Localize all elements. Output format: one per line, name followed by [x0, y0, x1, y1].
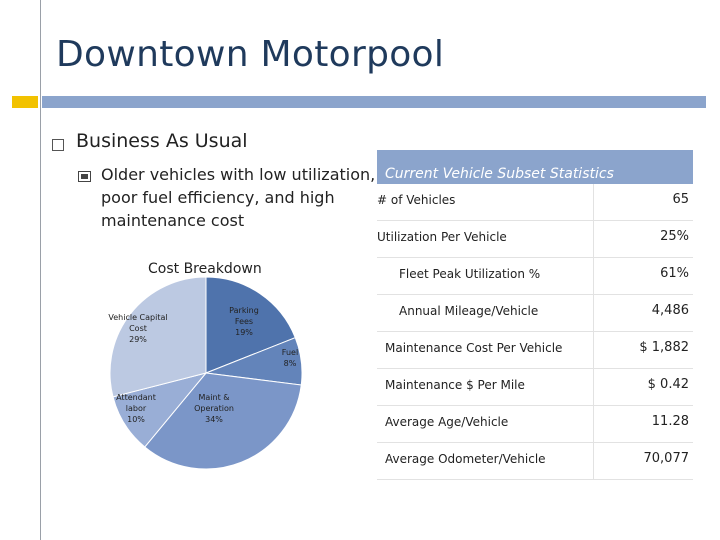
table-row: [377, 184, 693, 221]
row-label: Utilization Per Vehicle: [377, 230, 507, 244]
column-divider: [593, 369, 594, 405]
row-value: $ 1,882: [639, 340, 689, 355]
row-label: Average Age/Vehicle: [385, 415, 509, 429]
table-row: [377, 332, 693, 369]
row-value: 61%: [660, 266, 689, 281]
pie-label: Vehicle Capital Cost 29%: [108, 313, 168, 344]
pie-label: Parking Fees 19%: [229, 306, 259, 337]
table-row: [377, 258, 693, 295]
pie-label: Maint & Operation 34%: [194, 393, 234, 424]
row-label: Maintenance $ Per Mile: [385, 378, 525, 392]
chart-title: Cost Breakdown: [148, 261, 262, 277]
row-label: Maintenance Cost Per Vehicle: [385, 341, 563, 355]
table-row: [377, 295, 693, 332]
table-row: [377, 406, 693, 443]
stats-table-header: Current Vehicle Subset Statistics: [377, 150, 693, 184]
row-value: 4,486: [651, 303, 689, 318]
table-row: [377, 369, 693, 406]
row-value: $ 0.42: [647, 377, 689, 392]
pie-label: Fuel 8%: [281, 348, 299, 368]
bullet-business-as-usual: Business As Usual: [76, 130, 248, 152]
column-divider: [593, 295, 594, 331]
column-divider: [593, 443, 594, 479]
row-value: 11.28: [651, 414, 689, 429]
column-divider: [593, 258, 594, 294]
table-row: [377, 221, 693, 258]
column-divider: [593, 221, 594, 257]
row-label: # of Vehicles: [377, 193, 456, 207]
row-label: Annual Mileage/Vehicle: [399, 304, 539, 318]
pie-label: Attendant labor 10%: [116, 393, 156, 424]
column-divider: [593, 406, 594, 442]
row-label: Fleet Peak Utilization %: [399, 267, 541, 281]
row-label: Average Odometer/Vehicle: [385, 452, 546, 466]
stats-table: [377, 150, 693, 480]
row-value: 65: [672, 192, 689, 207]
page-title: Downtown Motorpool: [56, 34, 445, 75]
row-value: 70,077: [643, 451, 689, 466]
bullet-older-vehicles: Older vehicles with low utilization, poor fuel efficiency, and high maintenance cost: [101, 165, 376, 230]
row-value: 25%: [660, 229, 689, 244]
column-divider: [593, 332, 594, 368]
column-divider: [593, 184, 594, 220]
table-row: [377, 443, 693, 480]
